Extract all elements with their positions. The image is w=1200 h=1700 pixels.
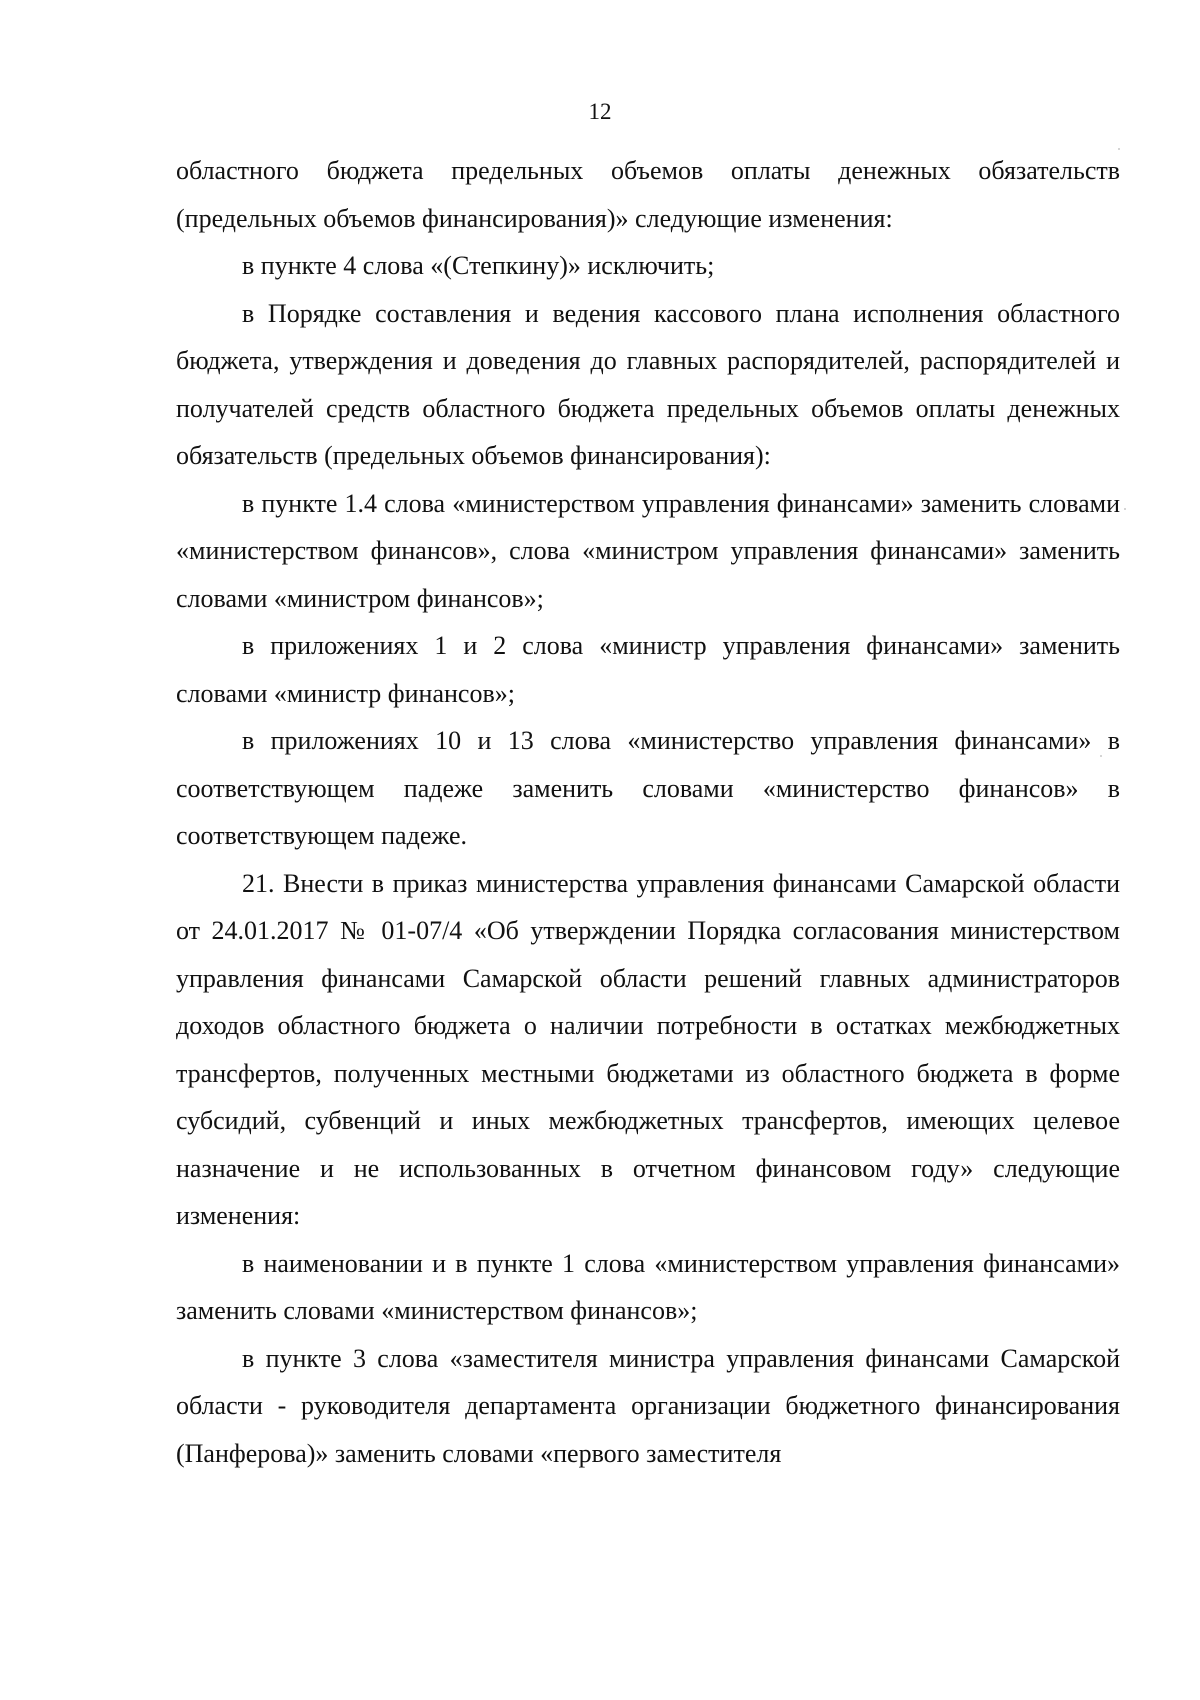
scan-artifact [1118,148,1120,150]
paragraph-continued: областного бюджета предельных объемов оплаты денежных обязательств (предельных объемов финансирования)» следующие изменения: [176,156,1120,233]
paragraph: в пункте 4 слова «(Степкину)» исключить; [242,251,715,280]
paragraph: в наименовании и в пункте 1 слова «министерством управления финансами» заменить словами «министерством финансов»; [176,1248,1120,1325]
scan-artifact [1100,755,1102,757]
page-number: 12 [588,99,612,124]
paragraph: в Порядке составления и ведения кассового плана исполнения областного бюджета, утверждения и доведения до главных распорядителей, распорядителей и получателей средств областного бюджета предельных объемов оплаты денежных обязательств (предельных объемов финансирования): [176,298,1120,470]
paragraph: в приложениях 10 и 13 слова «министерство управления финансами» в соответствующем падеже заменить словами «министерство финансов» в соответствующем падеже. [176,726,1120,850]
paragraph: в приложениях 1 и 2 слова «министр управления финансами» заменить словами «министр финансов»; [176,631,1120,708]
document-body [176,147,1120,1477]
paragraph-item-21: 21. Внести в приказ министерства управления финансами Самарской области от 24.01.2017 № 01-07/4 «Об утверждении Порядка согласования министерством управления финансами Самарской области решений главных администраторов доходов областного бюджета о наличии потребности в остатках межбюджетных трансфертов, полученных местными бюджетами из областного бюджета в форме субсидий, субвенций и иных межбюджетных трансфертов, имеющих целевое назначение и не использованных в отчетном финансовом году» следующие изменения: [176,868,1120,1230]
paragraph: в пункте 3 слова «заместителя министра управления финансами Самарской области - руководителя департамента организации бюджетного финансирования (Панферова)» заменить словами «первого заместителя [176,1343,1120,1468]
paragraph: в пункте 1.4 слова «министерством управления финансами» заменить словами «министерством финансов», слова «министром управления финансами» заменить словами «министром финансов»; [176,488,1120,613]
scan-artifact [1124,508,1126,510]
